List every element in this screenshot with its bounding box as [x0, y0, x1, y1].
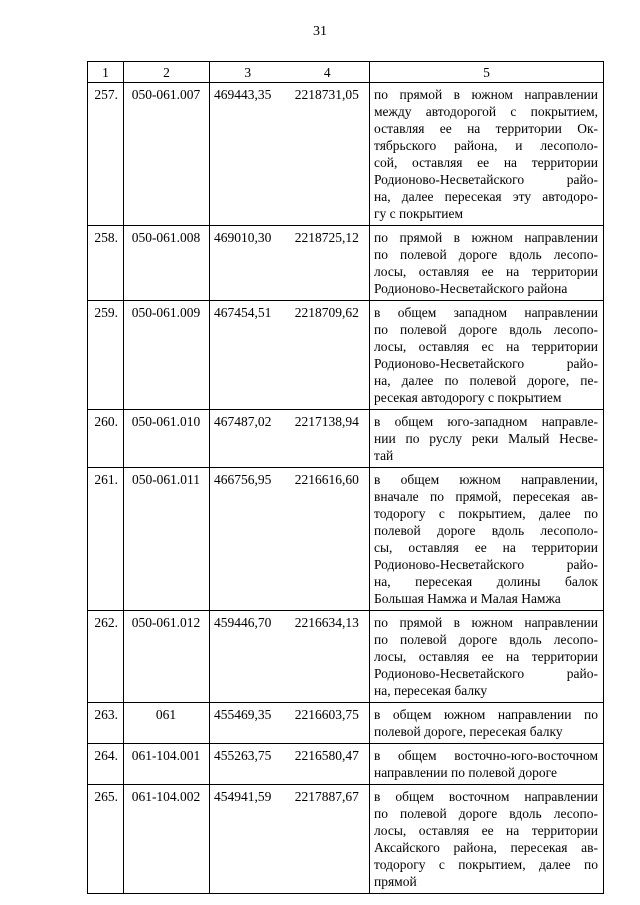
description-line: в общем восточном направлении	[374, 789, 598, 804]
description-line: Родионово-Несветайского района	[374, 281, 568, 296]
description-line: по прямой в южном направлении	[374, 87, 598, 102]
description-cell	[370, 468, 604, 611]
point-code-cell: 050-061.007	[124, 83, 210, 226]
table-row	[88, 611, 604, 703]
description-cell	[370, 703, 604, 744]
table-row	[88, 468, 604, 611]
point-code-cell: 050-061.012	[124, 611, 210, 703]
table-row	[88, 83, 604, 226]
y-coordinate-cell: 2217138,94	[286, 410, 370, 468]
x-coordinate-cell: 454941,59	[210, 785, 286, 894]
description-line: лосы, оставляя ее на территории	[374, 823, 598, 838]
table-row	[88, 744, 604, 785]
point-code-cell: 061-104.001	[124, 744, 210, 785]
row-number-cell: 257.	[88, 83, 124, 226]
description-cell	[370, 301, 604, 410]
column-header: 3	[210, 62, 286, 83]
description-line: лосы, оставляя ее на территории	[374, 264, 598, 279]
description-cell	[370, 83, 604, 226]
description-line: полевой дороге вдоль лесополо-	[374, 523, 598, 538]
description-line: по полевой дороге вдоль лесопо-	[374, 806, 598, 821]
description-line: оставляя ее на территории Ок-	[374, 121, 598, 136]
y-coordinate-cell: 2218725,12	[286, 226, 370, 301]
description-line: тодорогу с покрытием, далее по	[374, 857, 598, 872]
x-coordinate-cell: 455469,35	[210, 703, 286, 744]
description-line: в общем юго-западном направле-	[374, 414, 598, 429]
y-coordinate-cell: 2216634,13	[286, 611, 370, 703]
point-code-cell: 050-061.011	[124, 468, 210, 611]
row-number-cell: 265.	[88, 785, 124, 894]
description-line: полевой дороге, пересекая балку	[374, 724, 563, 739]
description-cell	[370, 226, 604, 301]
column-header: 4	[286, 62, 370, 83]
description-line: по прямой в южном направлении	[374, 230, 598, 245]
y-coordinate-cell: 2216603,75	[286, 703, 370, 744]
point-code-cell: 050-061.008	[124, 226, 210, 301]
description-line: Родионово-Несветайского райо-	[374, 172, 598, 187]
description-line: на, пересекая долины балок	[374, 574, 598, 589]
point-code-cell: 061-104.002	[124, 785, 210, 894]
x-coordinate-cell: 455263,75	[210, 744, 286, 785]
description-line: тябрьского района, и лесополо-	[374, 138, 598, 153]
y-coordinate-cell: 2216580,47	[286, 744, 370, 785]
column-header: 1	[88, 62, 124, 83]
table-header-row	[88, 62, 604, 83]
table-row	[88, 703, 604, 744]
description-cell	[370, 410, 604, 468]
description-line: лосы, оставляя ес на территории	[374, 339, 598, 354]
description-line: лосы, оставляя ее на территории	[374, 649, 598, 664]
description-line: Родионово-Несветайского райо-	[374, 356, 598, 371]
description-line: тодорогу с покрытием, далее по	[374, 506, 598, 521]
description-line: на, далее по полевой дороге, пе-	[374, 373, 598, 388]
description-cell	[370, 744, 604, 785]
point-code-cell: 050-061.009	[124, 301, 210, 410]
description-line: Родионово-Несветайского райо-	[374, 557, 598, 572]
description-line: на, далее пересекая эту автодоро-	[374, 189, 598, 204]
description-line: сой, оставляя ее на территории	[374, 155, 598, 170]
description-line: гу с покрытием	[374, 206, 464, 221]
description-line: между автодорогой с покрытием,	[374, 104, 598, 119]
y-coordinate-cell: 2218731,05	[286, 83, 370, 226]
y-coordinate-cell: 2216616,60	[286, 468, 370, 611]
x-coordinate-cell: 469443,35	[210, 83, 286, 226]
description-line: в общем южном направлении по	[374, 707, 598, 722]
x-coordinate-cell: 459446,70	[210, 611, 286, 703]
description-cell	[370, 785, 604, 894]
description-line: в общем западном направлении	[374, 305, 598, 320]
row-number-cell: 262.	[88, 611, 124, 703]
page-number: 31	[313, 24, 327, 39]
table-row	[88, 410, 604, 468]
description-line: вначале по прямой, пересекая ав-	[374, 489, 598, 504]
description-line: в общем южном направлении,	[374, 472, 598, 487]
row-number-cell: 260.	[88, 410, 124, 468]
column-header: 2	[124, 62, 210, 83]
description-line: Большая Намжа и Малая Намжа	[374, 591, 561, 606]
row-number-cell: 261.	[88, 468, 124, 611]
description-line: Родионово-Несветайского райо-	[374, 666, 598, 681]
column-header: 5	[370, 62, 604, 83]
x-coordinate-cell: 469010,30	[210, 226, 286, 301]
description-line: на, пересекая балку	[374, 683, 488, 698]
point-code-cell: 061	[124, 703, 210, 744]
description-cell	[370, 611, 604, 703]
x-coordinate-cell: 467487,02	[210, 410, 286, 468]
description-line: направлении по полевой дороге	[374, 765, 557, 780]
description-line: в общем восточно-юго-восточном	[374, 748, 598, 763]
description-line: тай	[374, 448, 394, 463]
description-line: по прямой в южном направлении	[374, 615, 598, 630]
description-line: ресекая автодорогу с покрытием	[374, 390, 562, 405]
description-line: по полевой дороге вдоль лесопо-	[374, 632, 598, 647]
description-line: по полевой дороге вдоль лесопо-	[374, 322, 598, 337]
boundary-table	[87, 61, 604, 894]
y-coordinate-cell: 2218709,62	[286, 301, 370, 410]
x-coordinate-cell: 467454,51	[210, 301, 286, 410]
description-line: по полевой дороге вдоль лесопо-	[374, 247, 598, 262]
description-line: нии по руслу реки Малый Несве-	[374, 431, 598, 446]
description-line: Аксайского района, пересекая ав-	[374, 840, 598, 855]
row-number-cell: 258.	[88, 226, 124, 301]
y-coordinate-cell: 2217887,67	[286, 785, 370, 894]
table-row	[88, 226, 604, 301]
table-row	[88, 785, 604, 894]
description-line: прямой	[374, 874, 417, 889]
x-coordinate-cell: 466756,95	[210, 468, 286, 611]
point-code-cell: 050-061.010	[124, 410, 210, 468]
row-number-cell: 259.	[88, 301, 124, 410]
row-number-cell: 264.	[88, 744, 124, 785]
table-row	[88, 301, 604, 410]
row-number-cell: 263.	[88, 703, 124, 744]
description-line: сы, оставляя ее на территории	[374, 540, 598, 555]
